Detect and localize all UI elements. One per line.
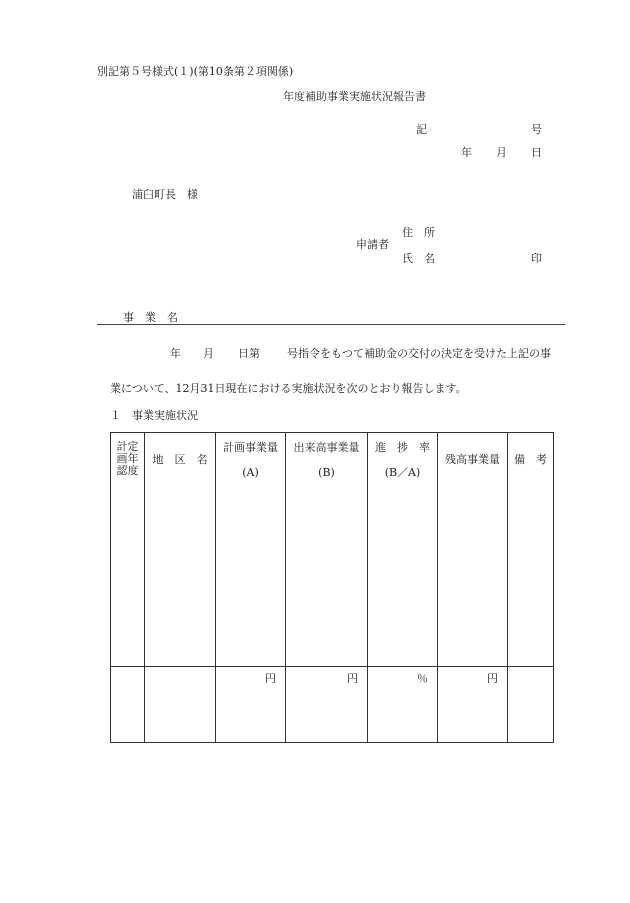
status-table (110, 432, 554, 743)
section-heading: １ 事業実施状況 (110, 409, 198, 422)
cell-planned-volume: 円 (216, 666, 286, 742)
number-label: 号 (531, 123, 542, 136)
body-month: 月 (203, 347, 214, 360)
header-plan-certification-year: 計定 画年 認度 (111, 433, 145, 667)
project-name-underline (97, 324, 565, 325)
date-year-label: 年 (461, 146, 472, 159)
body-line2-text: 業について、12月31日現在における実施状況を次のとおり報告します。 (110, 382, 467, 395)
header-progress-rate: 進 捗 率 (B／A) (368, 433, 438, 667)
table-row (111, 666, 554, 742)
address-label: 住 所 (402, 226, 435, 239)
cell-plan-certification-year (111, 666, 145, 742)
cell-district-name (145, 666, 216, 742)
header-remarks: 備 考 (508, 433, 554, 667)
cell-completed-volume: 円 (286, 666, 368, 742)
form-reference: 別記第５号様式(１)(第10条第２項関係) (97, 65, 294, 78)
cell-remaining-volume: 円 (438, 666, 508, 742)
document-title: 年度補助事業実施状況報告書 (283, 90, 426, 103)
name-label: 氏 名 (402, 252, 435, 265)
body-line1-text: 号指令をもつて補助金の交付の決定を受けた上記の事 (287, 347, 551, 360)
date-month-label: 月 (496, 146, 507, 159)
table-header-row (111, 433, 554, 667)
header-district-name: 地 区 名 (145, 433, 216, 667)
date-day-label: 日 (531, 146, 542, 159)
recipient: 浦臼町長 様 (132, 188, 198, 201)
header-completed-volume: 出来高事業量 (B) (286, 433, 368, 667)
cell-progress-rate: ％ (368, 666, 438, 742)
header-remaining-volume: 残高事業量 (438, 433, 508, 667)
cell-remarks (508, 666, 554, 742)
body-year: 年 (170, 347, 181, 360)
project-name-label: 事 業 名 (123, 311, 178, 324)
record-label: 記 (416, 123, 427, 136)
seal-mark: 印 (531, 252, 542, 265)
applicant-label: 申請者 (356, 238, 389, 251)
header-planned-volume: 計画事業量 (A) (216, 433, 286, 667)
body-day-number: 日第 (238, 347, 260, 360)
